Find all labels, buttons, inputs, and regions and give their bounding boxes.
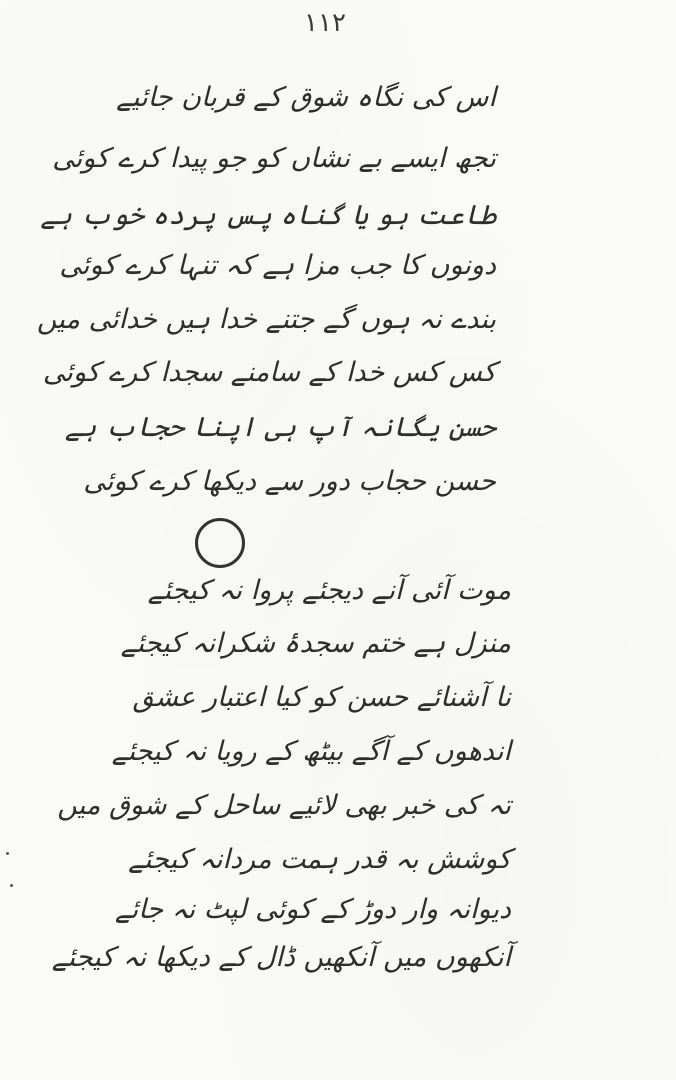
poem-line: طاعت ہو یا گناہ پس پردہ خوب ہے [40,200,496,231]
poem-line: بندے نہ ہوں گے جتنے خدا ہیں خدائی میں [36,304,496,335]
poem-line: دونوں کا جب مزا ہے کہ تنہا کرے کوئی [59,250,496,281]
poem-line: منزل ہے ختم سجدۂ شکرانہ کیجئے [120,628,511,659]
poem-line: دیوانہ وار دوڑ کے کوئی لپٹ نہ جائے [114,894,511,925]
page-number: ١١٢ [304,8,346,38]
paper-speck [10,884,13,887]
paper-speck [6,852,9,855]
poem-line: موت آئی آنے دیجئے پروا نہ کیجئے [147,575,511,606]
section-divider-circle [195,518,245,568]
poem-line: اس کی نگاہ شوق کے قربان جائیے [116,82,496,113]
poem-line: حسن یگانہ آپ ہی اپنا حجاب ہے [64,412,496,443]
poem-line: آنکھوں میں آنکھیں ڈال کے دیکھا نہ کیجئے [51,942,511,973]
poem-line: حسن حجاب دور سے دیکھا کرے کوئی [83,466,496,497]
poem-line: تجھ ایسے بے نشاں کو جو پیدا کرے کوئی [52,143,496,174]
poem-line: تہ کی خبر بھی لائیے ساحل کے شوق میں [57,790,511,821]
poem-line: نا آشنائے حسن کو کیا اعتبار عشق [132,682,511,713]
poem-line: اندھوں کے آگے بیٹھ کے رویا نہ کیجئے [111,736,511,767]
poem-line: کوشش بہ قدر ہمت مردانہ کیجئے [128,844,511,875]
poem-line: کس کس خدا کے سامنے سجدا کرے کوئی [42,357,496,388]
